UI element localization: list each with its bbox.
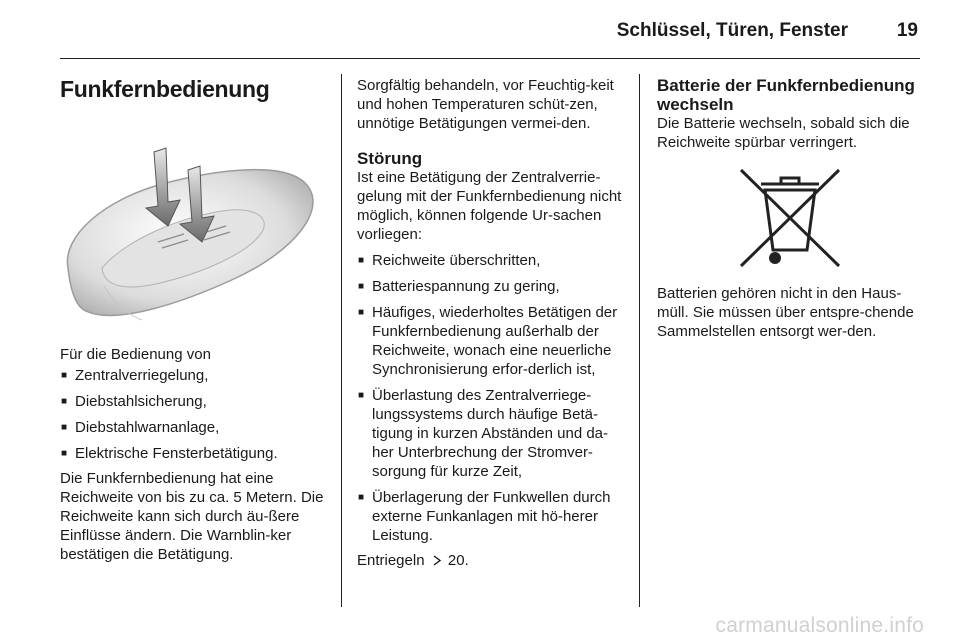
- crossed-out-wheeled-bin-icon: [735, 166, 845, 270]
- list-item: ■ Häufiges, wiederholtes Betätigen der Funkfernbedienung außerhalb der Reichweite, wonach eine neuerliche Synchronisierung erfor-derlich ist,: [357, 303, 622, 379]
- range-paragraph: Die Funkfernbedienung hat eine Reichweite von bis zu ca. 5 Metern. Die Reichweite kann sich durch äu-ßere Einflüsse ändern. Die Warnblin-ker bestätigen die Betätigung.: [60, 470, 324, 563]
- section-heading-funkfernbedienung: Funkfernbedienung: [60, 76, 270, 102]
- column-3: [657, 76, 922, 341]
- cross-reference-page: 20.: [447, 552, 469, 569]
- list-item: ■ Diebstahlwarnanlage,: [60, 418, 326, 437]
- page-number: 19: [896, 20, 918, 41]
- page-header-title: Schlüssel, Türen, Fenster: [616, 20, 848, 41]
- list-item: ■ Zentralverriegelung,: [60, 366, 326, 385]
- header-rule: [60, 58, 920, 59]
- list-item: ■ Überlagerung der Funkwellen durch externe Funkanlagen mit hö-herer Leistung.: [357, 488, 622, 545]
- disposal-paragraph: Batterien gehören nicht in den Haus-müll. Sie müssen über entspre-chende Sammelstellen entsorgt wer-den.: [657, 285, 914, 340]
- cause-list: [357, 251, 622, 545]
- list-item: ■ Reichweite überschritten,: [357, 251, 622, 270]
- list-item: ■ Elektrische Fensterbetätigung.: [60, 444, 326, 463]
- function-list: [60, 366, 326, 463]
- cross-reference-line: [357, 551, 622, 570]
- section-heading-battery: Batterie der Funkfernbedienung wechseln: [657, 76, 915, 114]
- column-1: [60, 72, 326, 564]
- fault-paragraph: Ist eine Betätigung der Zentralverrie-gelung mit der Funkfernbedienung nicht möglich, können folgende Ur-sachen vorliegen:: [357, 169, 622, 243]
- list-item: ■ Batteriespannung zu gering,: [357, 277, 622, 296]
- list-item: ■ Diebstahlsicherung,: [60, 392, 326, 411]
- cross-reference-label: Entriegeln: [357, 552, 425, 569]
- remote-key-illustration: [60, 118, 326, 328]
- cross-reference-arrow-icon: [432, 555, 442, 566]
- column-divider-2: [639, 74, 640, 607]
- column-divider-1: [341, 74, 342, 607]
- battery-paragraph: Die Batterie wechseln, sobald sich die Reichweite spürbar verringert.: [657, 115, 910, 151]
- watermark: carmanualsonline.info: [715, 614, 924, 637]
- column-2: [357, 76, 622, 570]
- care-paragraph: Sorgfältig behandeln, vor Feuchtig-keit und hohen Temperaturen schüt-zen, unnötige Betätigungen vermei-den.: [357, 77, 614, 132]
- intro-text: Für die Bedienung von: [60, 346, 211, 363]
- section-heading-storung: Störung: [357, 149, 423, 168]
- list-item: ■ Überlastung des Zentralverriege-lungssystems durch häufige Betä-tigung in kurzen Abständen und da-her Unterbrechung der Stromver-sorgung für kurze Zeit,: [357, 386, 622, 481]
